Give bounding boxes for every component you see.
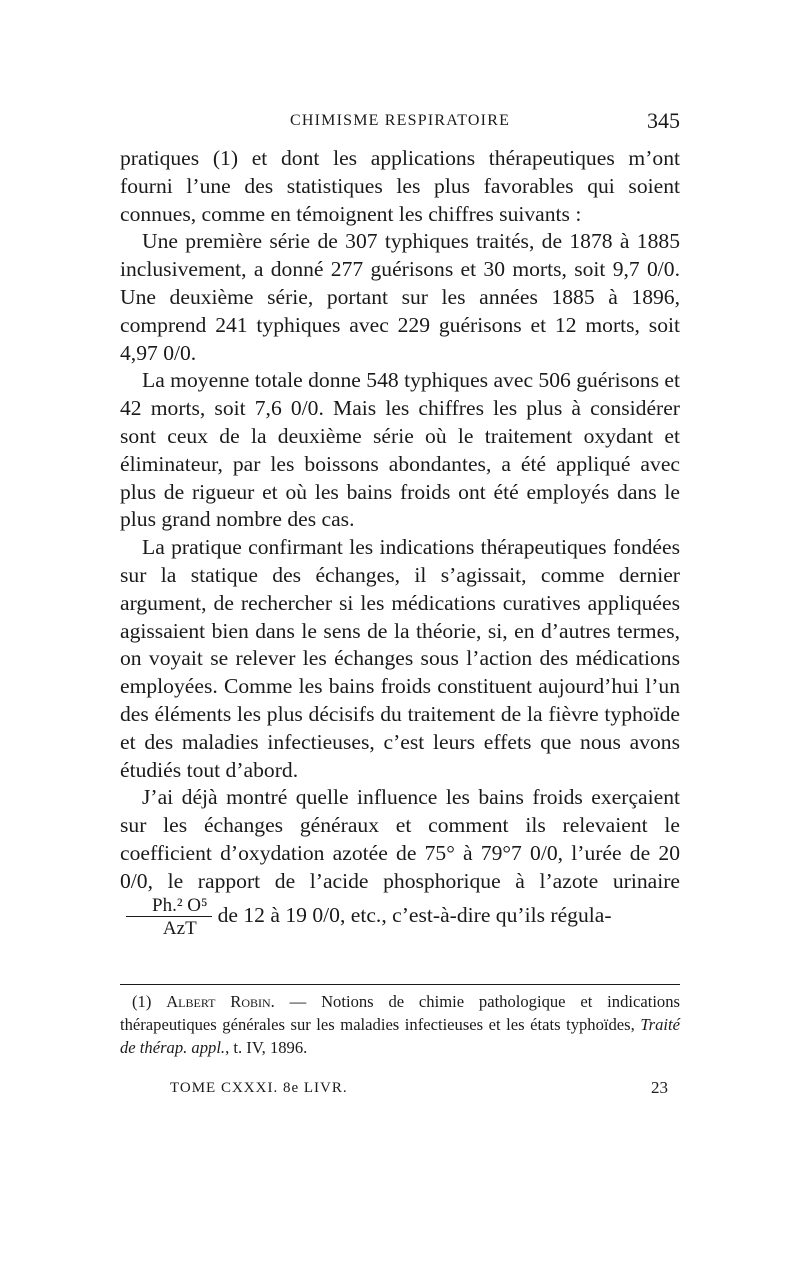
fraction-denominator: AzT	[162, 917, 197, 939]
page-header	[120, 108, 680, 138]
footnote	[120, 990, 680, 1059]
paragraph-5-end: de 12 à 19 0/0, etc., c’est-à-dire qu’ils régula-	[217, 902, 612, 927]
fraction-numerator: Ph.² O⁵	[126, 896, 212, 917]
printer-signature: TOME CXXXI. 8e LIVR.	[170, 1080, 348, 1096]
paragraph-4: La pratique confirmant les indications thérapeutiques fondées sur la statique des échanges, il s’agissait, comme dernier argument, de rechercher si les médications curatives appliquées agissaient bien dans le sens de la théorie, si, en d’autres termes, on voyait se relever les échanges sous l’action des médications employées. Comme les bains froids constituent aujourd’hui l’un des éléments les plus décisifs du traitement de la fièvre typhoïde et des maladies infectieuses, c’est leurs effets que nous avons étudiés tout d’abord.	[120, 535, 680, 782]
body-text	[120, 145, 680, 938]
paragraph-2: Une première série de 307 typhiques traités, de 1878 à 1885 inclusivement, a donné 277 guérisons et 30 morts, soit 9,7 0/0. Une deuxième série, portant sur les années 1885 à 1896, comprend 241 typhiques avec 229 guérisons et 12 morts, soit 4,97 0/0.	[120, 229, 680, 365]
footnote-title: Traité de thérap. appl.	[120, 1015, 680, 1057]
running-title: CHIMISME RESPIRATOIRE	[290, 112, 511, 129]
footnote-rule	[120, 984, 680, 985]
sheet-number: 23	[651, 1078, 668, 1097]
footnote-author: Albert Robin.	[166, 992, 275, 1011]
page-number: 345	[647, 108, 680, 133]
phosphoric-ratio-fraction	[126, 896, 212, 938]
footnote-text-end: , t. IV, 1896.	[225, 1038, 308, 1057]
paragraph-3: La moyenne totale donne 548 typhiques avec 506 guérisons et 42 morts, soit 7,6 0/0. Mais les chiffres les plus à considérer sont ceux de la deuxième série où le traitement oxydant et éliminateur, par les boissons abondantes, a été appliqué avec plus de rigueur et où les bains froids ont été employés dans le plus grand nombre des cas.	[120, 368, 680, 532]
footnote-text: — Notions de chimie pathologique et indications thérapeutiques générales sur les maladies infectieuses et les états typhoïdes,	[120, 992, 680, 1034]
footnote-marker: (1)	[132, 992, 152, 1011]
page-footer	[120, 1072, 680, 1102]
paragraph-1: pratiques (1) et dont les applications thérapeutiques m’ont fourni l’une des statistiques les plus favorables qui soient connues, comme en témoignent les chiffres suivants :	[120, 146, 680, 226]
paragraph-5-start: J’ai déjà montré quelle influence les bains froids exerçaient sur les échanges généraux et comment ils relevaient le coefficient d’oxydation azotée de 75° à 79°7 0/0, l’urée de 20 0/0, le rapport de l’acide phosphorique à l’azote urinaire	[120, 785, 680, 893]
paragraph-5	[120, 784, 680, 937]
